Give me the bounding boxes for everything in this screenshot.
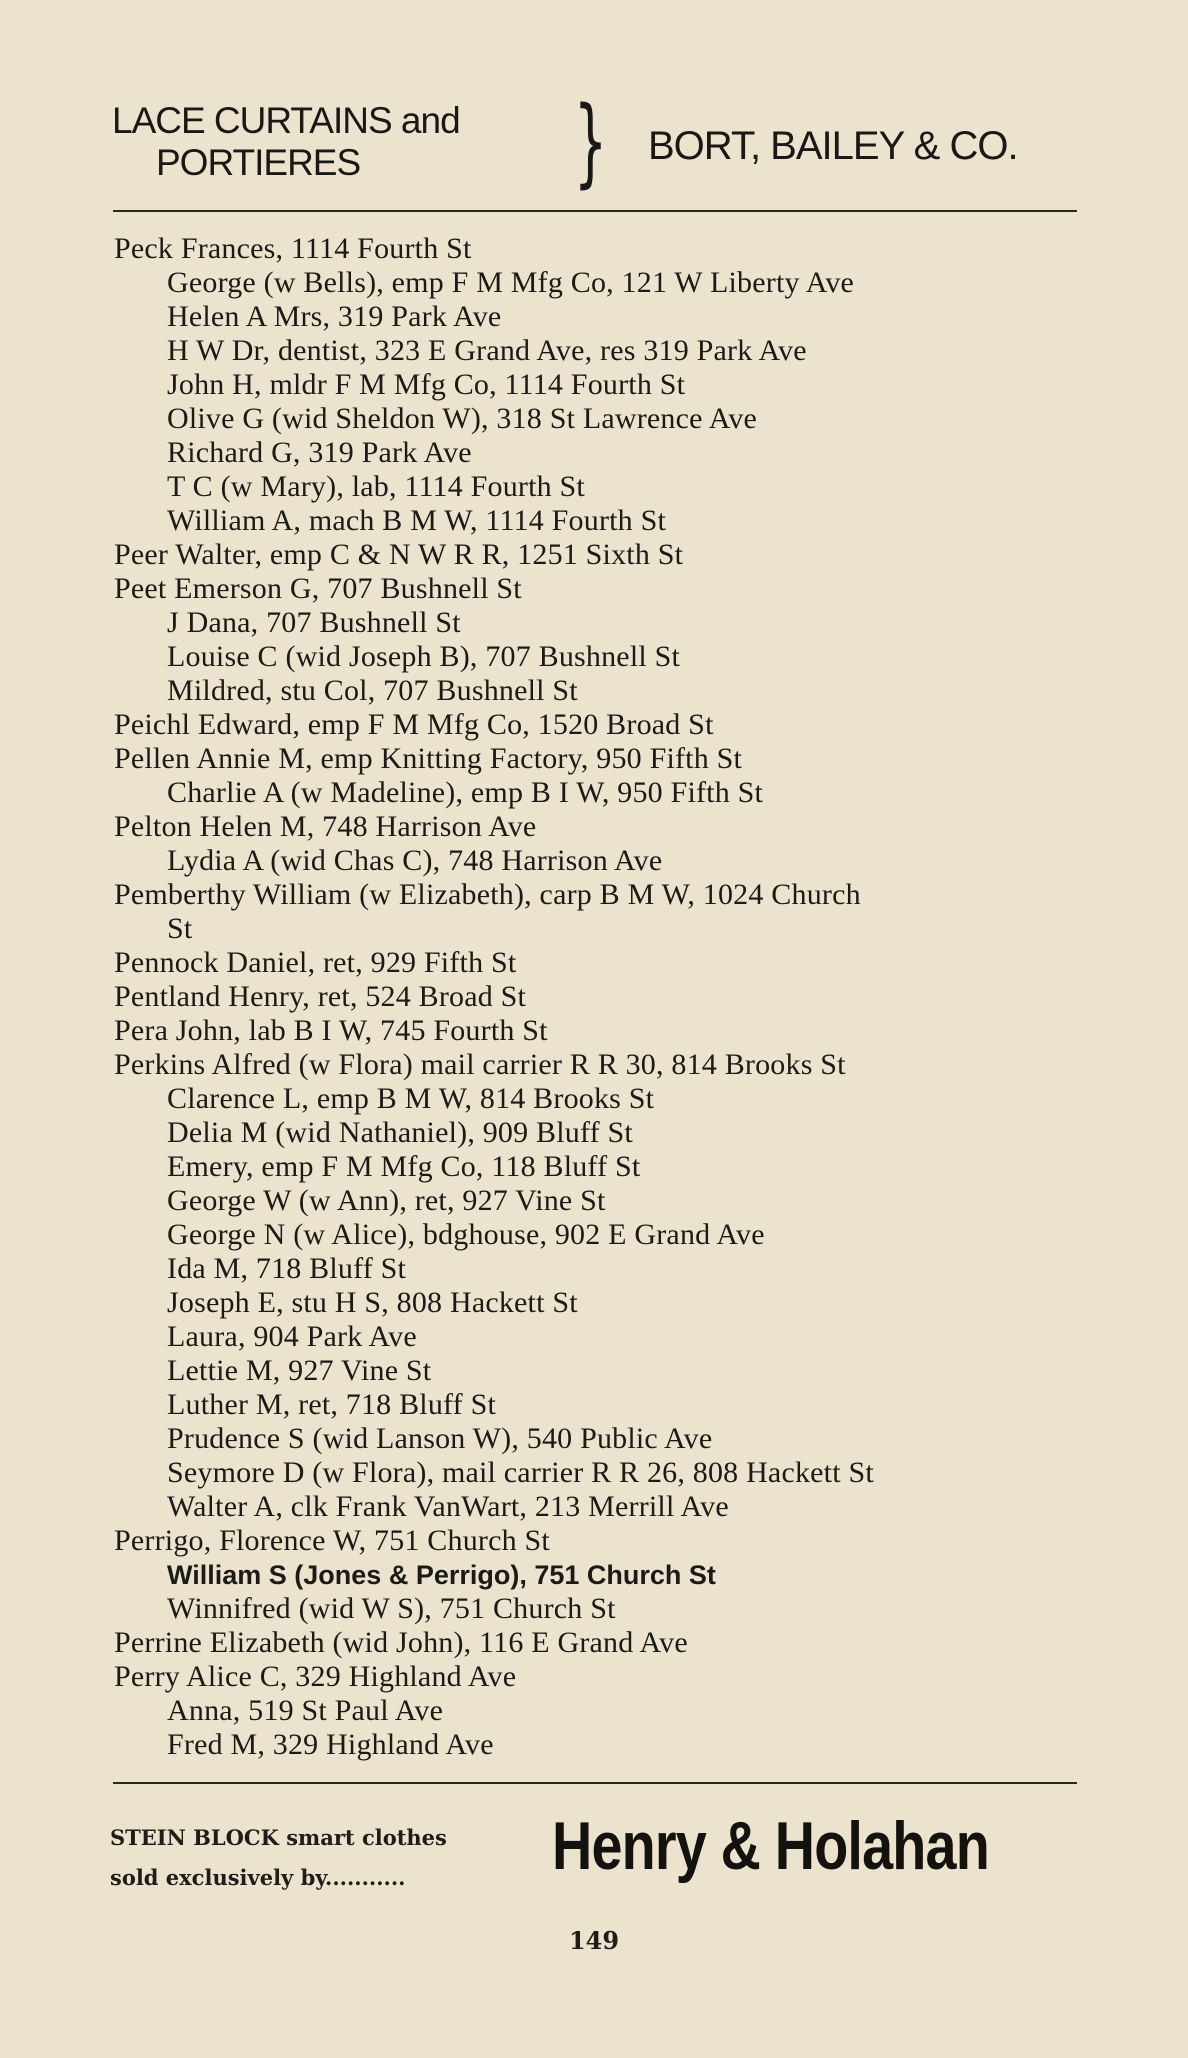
directory-entry: Peer Walter, emp C & N W R R, 1251 Sixth St [114,538,684,571]
footer-ad-left [110,1818,530,1898]
footer-rule [113,1782,1077,1784]
directory-entry: Laura, 904 Park Ave [167,1320,417,1353]
directory-entry: Perkins Alfred (w Flora) mail carrier R R 30, 814 Brooks St [114,1048,846,1081]
directory-entry: Clarence L, emp B M W, 814 Brooks St [167,1082,655,1115]
directory-entry: William A, mach B M W, 1114 Fourth St [167,504,666,537]
header-ad-line-2: PORTIERES [156,142,361,183]
header-ad-right: BORT, BAILEY & CO. [648,124,1018,168]
directory-entry: Fred M, 329 Highland Ave [167,1728,494,1761]
directory-entry: Emery, emp F M Mfg Co, 118 Bluff St [167,1150,641,1183]
directory-entry: John H, mldr F M Mfg Co, 1114 Fourth St [167,368,686,401]
directory-entry: Delia M (wid Nathaniel), 909 Bluff St [167,1116,633,1149]
directory-entry: Pelton Helen M, 748 Harrison Ave [114,810,537,843]
directory-entry: Luther M, ret, 718 Bluff St [167,1388,496,1421]
directory-entry: Pentland Henry, ret, 524 Broad St [114,980,527,1013]
footer-ad-line-2: sold exclusively by........... [110,1865,406,1890]
directory-entry: J Dana, 707 Bushnell St [167,606,461,639]
directory-entry: Lydia A (wid Chas C), 748 Harrison Ave [167,844,663,877]
header-brace: } [573,86,608,198]
directory-entry: Peichl Edward, emp F M Mfg Co, 1520 Broad St [114,708,714,741]
directory-entry: George (w Bells), emp F M Mfg Co, 121 W Liberty Ave [167,266,855,299]
directory-listing [114,232,1084,1762]
directory-entry: Richard G, 319 Park Ave [167,436,472,469]
header-rule [113,210,1077,212]
footer-ad-line-1: STEIN BLOCK smart clothes [110,1825,447,1850]
directory-entry: William S (Jones & Perrigo), 751 Church St [167,1560,716,1590]
directory-entry: Ida M, 718 Bluff St [167,1252,407,1285]
directory-entry: Louise C (wid Joseph B), 707 Bushnell St [167,640,681,673]
directory-entry: George N (w Alice), bdghouse, 902 E Grand Ave [167,1218,765,1251]
directory-entry: Pellen Annie M, emp Knitting Factory, 950 Fifth St [114,742,743,775]
directory-entry: Prudence S (wid Lanson W), 540 Public Ave [167,1422,713,1455]
directory-entry: Seymore D (w Flora), mail carrier R R 26, 808 Hackett St [167,1456,874,1489]
page-number: 149 [568,1926,620,1955]
header-ad-left [112,100,532,184]
directory-entry: George W (w Ann), ret, 927 Vine St [167,1184,606,1217]
directory-entry: T C (w Mary), lab, 1114 Fourth St [167,470,585,503]
directory-entry: Olive G (wid Sheldon W), 318 St Lawrence Ave [167,402,758,435]
directory-entry: Pera John, lab B I W, 745 Fourth St [114,1014,548,1047]
directory-entry: Walter A, clk Frank VanWart, 213 Merrill Ave [167,1490,729,1523]
directory-entry: Peck Frances, 1114 Fourth St [114,232,472,265]
directory-entry: Lettie M, 927 Vine St [167,1354,432,1387]
directory-entry: Charlie A (w Madeline), emp B I W, 950 Fifth St [167,776,764,809]
directory-entry: Helen A Mrs, 319 Park Ave [167,300,502,333]
header-ad-line-1: LACE CURTAINS and [112,100,460,141]
directory-entry: Mildred, stu Col, 707 Bushnell St [167,674,578,707]
directory-entry: Joseph E, stu H S, 808 Hackett St [167,1286,578,1319]
directory-entry: Anna, 519 St Paul Ave [167,1694,444,1727]
directory-entry: H W Dr, dentist, 323 E Grand Ave, res 319 Park Ave [167,334,807,367]
directory-entry: St [167,912,193,945]
directory-entry: Pemberthy William (w Elizabeth), carp B M W, 1024 Church [114,878,861,911]
footer-ad-right: Henry & Holahan [552,1808,989,1884]
directory-entry: Perrine Elizabeth (wid John), 116 E Grand Ave [114,1626,688,1659]
directory-entry: Perry Alice C, 329 Highland Ave [114,1660,517,1693]
directory-entry: Perrigo, Florence W, 751 Church St [114,1524,550,1557]
directory-entry: Winnifred (wid W S), 751 Church St [167,1592,616,1625]
directory-entry: Peet Emerson G, 707 Bushnell St [114,572,522,605]
directory-entry: Pennock Daniel, ret, 929 Fifth St [114,946,517,979]
